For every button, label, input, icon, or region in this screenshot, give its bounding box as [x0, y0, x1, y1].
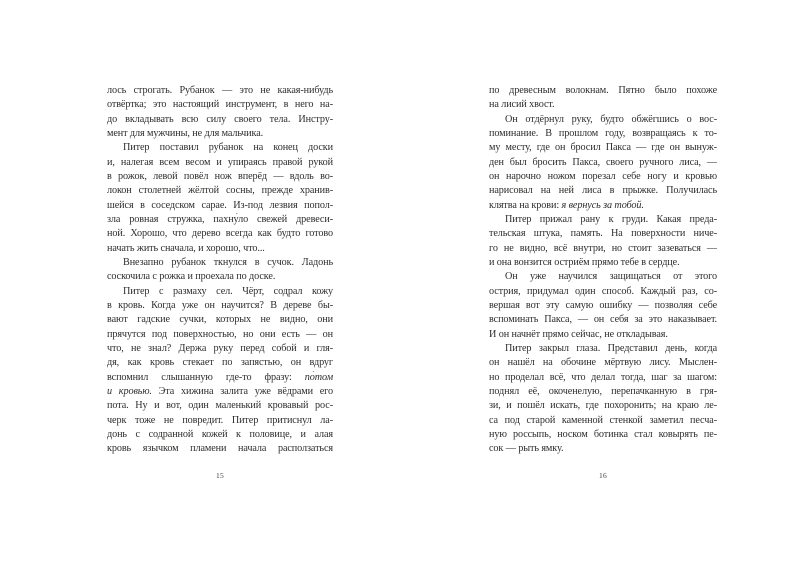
text-line: Внезапно рубанок ткнулся в сучок. Ладонь: [123, 256, 333, 268]
text-line: но проделал всё, что делал тогда, шаг за шагом:: [489, 371, 717, 383]
text-line: го не видно, всё внутри, но стоит зазеваться —: [489, 242, 717, 254]
page-number-right: 16: [598, 471, 608, 480]
text-line: шейся в соседском сарае. Из-под лезвия попол-: [107, 199, 333, 211]
text-line: ной. Хорошо, что дерево всегда как будто готово: [107, 228, 333, 240]
text-line: и она вонзится остриём прямо тебе в сердце.: [489, 256, 680, 268]
text-line: Питер с размаху сел. Чёрт, содрал кожу: [123, 285, 333, 297]
text-line: клятва на крови: я вернусь за тобой.: [489, 199, 644, 211]
text-line: отвёртка; это настоящий инструмент, в него на-: [107, 99, 333, 111]
text-line: что, не знал? Держа руку перед собой и гля-: [107, 342, 333, 354]
text-line: сок — рыть ямку.: [489, 443, 564, 455]
text-line: начать жить сначала, и хорошо, что...: [107, 242, 265, 254]
text-line: тельская штука, память. На поверхности ниче-: [489, 228, 717, 240]
text-line: пота. Ну и вот, один маленький кровавый рос-: [107, 400, 333, 412]
text-line: кровь язычком пламени начала расползаться: [107, 443, 333, 455]
text-line: И он начнёт прямо сейчас, не откладывая.: [489, 328, 668, 340]
text-line: Питер поставил рубанок на конец доски: [123, 142, 333, 154]
text-line: му месту, где он бросил Пакса — где он вынуж-: [489, 142, 717, 154]
text-line: локон столетней жёлтой сосны, прежде хранив-: [107, 185, 333, 197]
text-line: ден был бросить Пакса, своего ручного лиса, —: [489, 156, 717, 168]
text-line: острия, придумал один способ. Каждый раз, со-: [489, 285, 717, 297]
text-line: черк тоже не повредит. Питер притиснул ла-: [107, 414, 333, 426]
text-line: вают гадские сучки, которых не видно, они: [107, 314, 333, 326]
text-line: он нашёл на обочине мёртвую лису. Мыслен-: [489, 357, 717, 369]
text-line: нарисовал на ней лиса в прыжке. Получилась: [489, 185, 717, 197]
text-line: вершая вот эту самую ошибку — позволяя себе: [489, 299, 717, 311]
text-line: поднял её, окоченелую, перепачканную в гря-: [489, 385, 717, 397]
text-line: вспомнил слышанную где-то фразу: по́том: [107, 371, 333, 383]
text-line: зи, и пошёл искать, где похоронить; на краю ле-: [489, 400, 717, 412]
text-line: лось строгать. Рубанок — это не какая-нибудь: [107, 85, 333, 96]
text-line: в рожок, левой повёл нож вперёд — вдоль во-: [107, 170, 333, 182]
text-line: Он уже научился защищаться от этого: [505, 271, 717, 283]
page-number-left: 15: [215, 471, 225, 480]
page-lines: [107, 84, 333, 457]
text-line: поминание. В прошлом году, возвращаясь к то-: [489, 127, 717, 139]
text-line: прячутся под поверхностью, но они есть — он: [107, 328, 333, 340]
text-line: са под старой каменной стенкой заметил песча-: [489, 414, 717, 426]
text-line: ную россыпь, носком ботинка стал ковырять пе-: [489, 428, 717, 440]
text-line: Питер прижал рану к груди. Какая преда-: [505, 213, 717, 225]
text-line: и, налегая всем весом и упираясь правой рукой: [107, 156, 333, 168]
text-line: вспоминать Пакса, — он себя за это наказывает.: [489, 314, 717, 326]
text-line: он нарочно ножом порезал себе ногу и кровью: [489, 170, 717, 182]
text-line: до вкладывать всю силу своего тела. Инстру-: [107, 113, 333, 125]
text-line: Питер закрыл глаза. Представил день, когда: [505, 342, 717, 354]
text-line: дя, как кровь стекает по запястью, он вдруг: [107, 357, 333, 369]
text-line: по древесным волокнам. Пятно было похоже: [489, 85, 717, 96]
book-page-left: [107, 84, 333, 457]
text-line: и кровью. Эта хижина залита уже вёдрами его: [107, 385, 333, 397]
text-line: соскочила с рожка и проехала по доске.: [107, 271, 276, 283]
text-line: на лисий хвост.: [489, 99, 555, 111]
page-lines: [489, 84, 717, 457]
book-page-right: [489, 84, 717, 457]
text-line: Он отдёрнул руку, будто обжёгшись о вос-: [505, 113, 717, 125]
text-line: донь с содранной кожей к половице, и алая: [107, 428, 333, 440]
text-line: мент для мужчины, не для мальчика.: [107, 127, 264, 139]
text-line: в кровь. Когда уже он научится? В дереве бы-: [107, 299, 333, 311]
text-line: зла ровная стружка, пахну́ло свежей древеси-: [107, 213, 333, 225]
